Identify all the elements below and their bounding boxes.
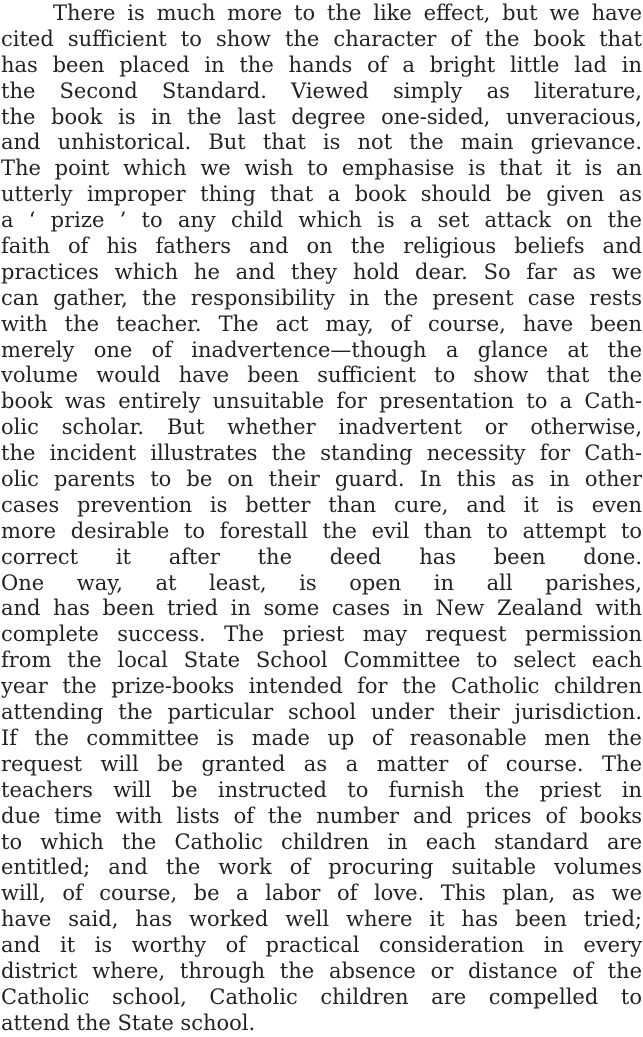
text-line: year the prize-books intended for the Catholic children (1, 674, 642, 699)
text-line: have said, has worked well where it has been tried; (1, 907, 642, 932)
text-line: olic parents to be on their guard. In this as in other (1, 467, 642, 492)
text-line: with the teacher. The act may, of course, have been (1, 311, 642, 336)
text-line: teachers will be instructed to furnish the priest in (1, 777, 642, 802)
text-line: olic scholar. But whether inadvertent or otherwise, (1, 415, 642, 440)
text-line: complete success. The priest may request permission (1, 622, 642, 647)
text-line: the Second Standard. Viewed simply as literature, (1, 78, 642, 103)
text-line: a ‘ prize ’ to any child which is a set attack on the (1, 208, 642, 233)
text-line: The point which we wish to emphasise is that it is an (1, 156, 642, 181)
text-line: correct it after the deed has been done. (1, 544, 642, 569)
text-line: faith of his fathers and on the religious beliefs and (1, 234, 642, 259)
text-line: and unhistorical. But that is not the main grievance. (1, 130, 642, 155)
text-line: more desirable to forestall the evil than to attempt to (1, 518, 642, 543)
text-line: practices which he and they hold dear. So far as we (1, 259, 642, 284)
text-line: request will be granted as a matter of course. The (1, 751, 642, 776)
text-line: the book is in the last degree one-sided, unveracious, (1, 104, 642, 129)
text-line: attending the particular school under their jurisdiction. (1, 700, 642, 725)
text-line: will, of course, be a labor of love. This plan, as we (1, 881, 642, 906)
text-line: attend the State school. (1, 1010, 256, 1035)
text-line: merely one of inadvertence—though a glance at the (1, 337, 642, 362)
text-line: and has been tried in some cases in New Zealand with (1, 596, 642, 621)
text-line: district where, through the absence or distance of the (1, 958, 642, 983)
text-line: Catholic school, Catholic children are compelled to (1, 984, 642, 1009)
text-line: to which the Catholic children in each standard are (1, 829, 642, 854)
text-line: the incident illustrates the standing necessity for Cath- (1, 441, 642, 466)
text-line: One way, at least, is open in all parishes, (1, 570, 642, 595)
text-line: volume would have been sufficient to show that the (1, 363, 642, 388)
text-line: can gather, the responsibility in the present case rests (1, 285, 642, 310)
text-line: book was entirely unsuitable for presentation to a Cath- (1, 389, 642, 414)
text-line: cases prevention is better than cure, and it is even (1, 492, 642, 517)
text-line: entitled; and the work of procuring suitable volumes (1, 855, 642, 880)
text-line: and it is worthy of practical consideration in every (1, 933, 642, 958)
text-line: There is much more to the like effect, but we have (53, 1, 642, 25)
text-line: due time with lists of the number and prices of books (1, 803, 642, 828)
text-line: utterly improper thing that a book should be given as (1, 182, 642, 207)
text-line: has been placed in the hands of a bright little lad in (1, 52, 642, 77)
text-line: If the committee is made up of reasonable men the (1, 725, 642, 750)
text-line: from the local State School Committee to select each (1, 648, 642, 673)
text-line: cited sufficient to show the character of the book that (1, 26, 642, 51)
